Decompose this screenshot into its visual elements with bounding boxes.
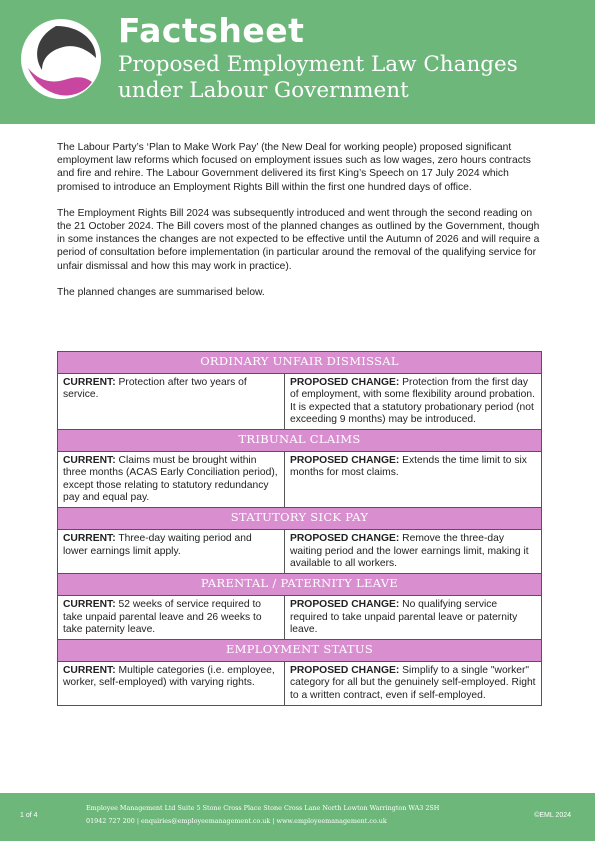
section-heading: EMPLOYMENT STATUS bbox=[58, 640, 542, 662]
intro-text bbox=[57, 141, 545, 312]
section-heading: ORDINARY UNFAIR DISMISSAL bbox=[58, 352, 542, 374]
section-heading-row bbox=[58, 574, 542, 596]
current-cell bbox=[58, 452, 285, 508]
table-row bbox=[58, 662, 542, 706]
current-label: CURRENT: bbox=[63, 455, 116, 467]
planned-changes-body bbox=[58, 352, 542, 706]
table-row bbox=[58, 452, 542, 508]
table-row bbox=[58, 374, 542, 430]
proposed-text: Extends the time limit to six months for most claims. bbox=[290, 455, 527, 479]
proposed-text: Protection from the first day of employment, with some flexibility around probation. It is expected that a statutory probationary period (not exceeding 9 months) may be introduced. bbox=[290, 377, 535, 425]
proposed-label: PROPOSED CHANGE: bbox=[290, 599, 400, 611]
section-heading-row bbox=[58, 508, 542, 530]
proposed-label: PROPOSED CHANGE: bbox=[290, 665, 400, 677]
planned-changes-table bbox=[57, 351, 542, 706]
current-label: CURRENT: bbox=[63, 665, 116, 677]
section-heading-row bbox=[58, 352, 542, 374]
current-label: CURRENT: bbox=[63, 377, 116, 388]
proposed-cell bbox=[285, 530, 542, 574]
current-text: Protection after two years of service. bbox=[63, 377, 247, 401]
current-text: Claims must be brought within three months (ACAS Early Conciliation period), except those relating to statutory redundancy pay and equal pay. bbox=[63, 455, 278, 504]
section-heading: TRIBUNAL CLAIMS bbox=[58, 430, 542, 452]
current-label: CURRENT: bbox=[63, 533, 116, 545]
proposed-cell bbox=[285, 662, 542, 706]
proposed-label: PROPOSED CHANGE: bbox=[290, 377, 400, 388]
copyright-notice: ©EML 2024 bbox=[534, 812, 571, 819]
current-label: CURRENT: bbox=[63, 599, 116, 611]
proposed-text: Remove the three-day waiting period and the lower earnings limit, making it available to all workers. bbox=[290, 533, 529, 569]
current-text: Three-day waiting period and lower earnings limit apply. bbox=[63, 533, 252, 557]
document-subtitle bbox=[118, 52, 578, 104]
proposed-label: PROPOSED CHANGE: bbox=[290, 533, 400, 545]
proposed-cell bbox=[285, 452, 542, 508]
proposed-text: No qualifying service required to take unpaid parental leave or paternity leave. bbox=[290, 599, 518, 635]
table-row bbox=[58, 530, 542, 574]
page-number: 1 of 4 bbox=[20, 812, 38, 819]
intro-paragraph: The Labour Party’s ‘Plan to Make Work Pay’ (the New Deal for working people) proposed significant employment law reforms which focused on employment issues such as low wages, zero hours contracts and fire and rehire. The Labour Government delivered its first King’s Speech on 17 July 2024 which promised to introduce an Employment Rights Bill within the first one hundred days of office. bbox=[57, 142, 531, 193]
factsheet-title: Factsheet bbox=[118, 11, 305, 50]
header-banner bbox=[0, 0, 595, 124]
company-logo-icon bbox=[20, 18, 102, 100]
table-row bbox=[58, 596, 542, 640]
intro-paragraph: The Employment Rights Bill 2024 was subsequently introduced and went through the second reading on the 21 October 2024. The Bill covers most of the planned changes as outlined by the Government, though in some instances the changes are not expected to be effective until the Autumn of 2026 and will require a period of consultation before implementation (in particular around the removal of the qualifying service for unfair dismissal and how this may work in practice). bbox=[57, 207, 540, 272]
subtitle-line-1: Proposed Employment Law Changes bbox=[118, 52, 518, 77]
current-cell bbox=[58, 530, 285, 574]
company-address: Employee Management Ltd Suite 5 Stone Cross Place Stone Cross Lane North Lowton Warrington WA3 2SH bbox=[86, 804, 440, 812]
intro-paragraph: The planned changes are summarised below. bbox=[57, 286, 265, 298]
proposed-text: Simplify to a single "worker" category for all but the genuinely self-employed. Right to a written contract, even if self-employed. bbox=[290, 665, 536, 701]
contact-details: 01942 727 200 | enquiries@employeemanagement.co.uk | www.employeemanagement.co.uk bbox=[86, 817, 387, 825]
current-text: 52 weeks of service required to take unpaid parental leave and 26 weeks to take paternity leave. bbox=[63, 599, 262, 635]
section-heading: STATUTORY SICK PAY bbox=[58, 508, 542, 530]
section-heading-row bbox=[58, 430, 542, 452]
footer-bar bbox=[0, 793, 595, 841]
current-cell bbox=[58, 374, 285, 430]
current-cell bbox=[58, 596, 285, 640]
proposed-cell bbox=[285, 596, 542, 640]
section-heading-row bbox=[58, 640, 542, 662]
proposed-cell bbox=[285, 374, 542, 430]
subtitle-line-2: under Labour Government bbox=[118, 78, 409, 103]
proposed-label: PROPOSED CHANGE: bbox=[290, 455, 400, 467]
current-cell bbox=[58, 662, 285, 706]
current-text: Multiple categories (i.e. employee, worker, self-employed) with varying rights. bbox=[63, 665, 275, 689]
section-heading: PARENTAL / PATERNITY LEAVE bbox=[58, 574, 542, 596]
